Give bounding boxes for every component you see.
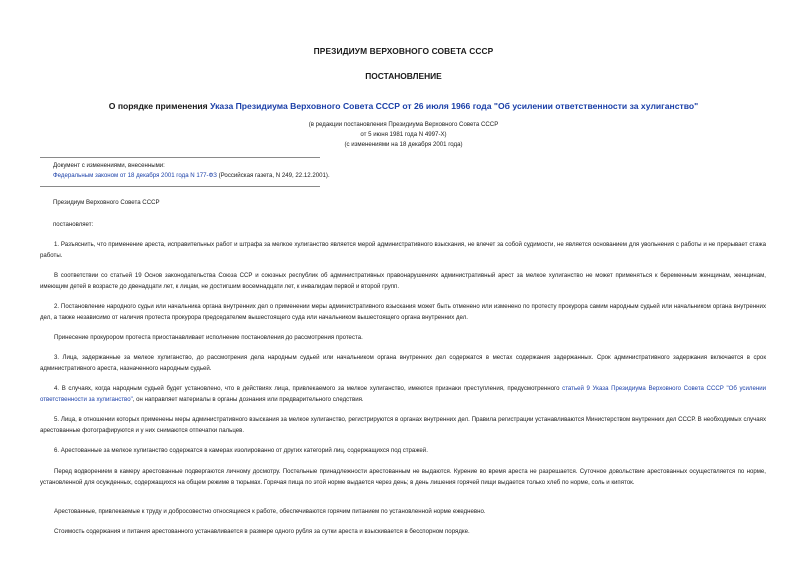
federal-law-link[interactable]: Федеральным законом от 18 декабря 2001 года N 177-ФЗ [53, 172, 217, 179]
paragraph-1: 1. Разъяснить, что применение ареста, исправительных работ и штрафа за мелкое хулиганство является мерой административного взыскания, не влечет за собой судимости, не является основанием для увольнения с работы и не прерывает стажа работы. [40, 241, 766, 259]
paragraph-10: Арестованные, привлекаемые к труду и добросовестно относящиеся к работе, обеспечиваются горячим питанием по установленной норме ежедневно. [54, 508, 486, 515]
paragraph-2: В соответствии со статьей 19 Основ законодательства Союза ССР и союзных республик об административных правонарушениях административный арест за мелкое хулиганство не может применяться к беременным женщинам, женщинам, имеющим детей в возрасте до двенадцати лет, к лицам, не достигшим восемнадцати лет, к инвалидам первой и второй групп. [40, 272, 766, 290]
document-type: ПОСТАНОВЛЕНИЕ [365, 71, 442, 81]
changes-reference [53, 171, 330, 181]
changes-label: Документ с изменениями, внесенными: [53, 162, 165, 169]
edition-line-2: от 5 июня 1981 года N 4997-Х) [360, 131, 447, 138]
issuer-line: Президиум Верховного Совета СССР [53, 199, 160, 206]
decrees-line: постановляет: [53, 221, 94, 228]
edition-line-3: (с изменениями на 18 декабря 2001 года) [344, 141, 463, 148]
paragraph-4: Принесение прокурором протеста приостанавливает исполнение постановления до рассмотрения протеста. [54, 334, 363, 341]
divider-top [40, 157, 320, 158]
paragraph-6-text-end: , он направляет материалы в органы дознания или предварительного следствия. [132, 396, 364, 403]
paragraph-8: 6. Арестованные за мелкое хулиганство содержатся в камерах изолированно от других категорий лиц, содержащихся под стражей. [54, 447, 428, 454]
paragraph-11: Стоимость содержания и питания арестованного устанавливается в размере одного рубля за сутки ареста и взыскивается в бесспорном порядке. [54, 528, 470, 535]
law-source: (Российская газета, N 249, 22.12.2001). [216, 172, 330, 179]
issuing-authority: ПРЕЗИДИУМ ВЕРХОВНОГО СОВЕТА СССР [313, 46, 494, 56]
paragraph-6 [40, 383, 766, 405]
paragraph-9: Перед водворением в камеру арестованные подвергаются личному досмотру. Постельные принадлежности арестованным не выдаются. Курение во время ареста не разрешается. Суточное довольствие арестованных осуществляется по норме, установленной для осужденных, содержащихся на общем режиме в тюрьмах. Горячая пища по этой норме выдается через день; в день лишения горячей пищи выдается только хлеб по норме, соль и кипяток. [40, 468, 766, 486]
paragraph-5: 3. Лица, задержанные за мелкое хулиганство, до рассмотрения дела народным судьей или начальником органа внутренних дел содержатся в местах содержания задержанных. Срок административного задержания включается в срок административного ареста, назначенного народным судьей. [40, 354, 766, 372]
edition-line-1: (в редакции постановления Президиума Верховного Совета СССР [308, 121, 499, 128]
decree-link[interactable]: Указа Президиума Верховного Совета СССР от 26 июля 1966 года "Об усилении ответственности за хулиганство" [210, 101, 699, 111]
divider-bottom [40, 186, 320, 187]
paragraph-6-text-start: 4. В случаях, когда народным судьей будет установлено, что в действиях лица, привлекаемого за мелкое хулиганство, имеются признаки преступления, предусмотренного [54, 385, 563, 392]
paragraph-7: 5. Лица, в отношении которых применены меры административного взыскания за мелкое хулиганство, регистрируются в органах внутренних дел. Правила регистрации устанавливаются Министерством внутренних дел СССР. В необходимых случаях арестованные фотографируются и у них снимаются отпечатки пальцев. [40, 416, 766, 434]
document-title [0, 101, 807, 111]
article-9-link[interactable]: статьей 9 Указа Президиума Верховного Совета СССР "Об усилении ответственности за хулиганство" [40, 385, 767, 403]
paragraph-3: 2. Постановление народного судьи или начальника органа внутренних дел о применении меры административного взыскания может быть отменено или изменено по протесту прокурора самим народным судьей или начальником органа внутренних дел, а также независимо от наличия протеста прокурора председателем вышестоящего суда или начальником вышестоящего органа внутренних дел. [40, 303, 766, 321]
title-prefix: О порядке применения [108, 101, 211, 111]
